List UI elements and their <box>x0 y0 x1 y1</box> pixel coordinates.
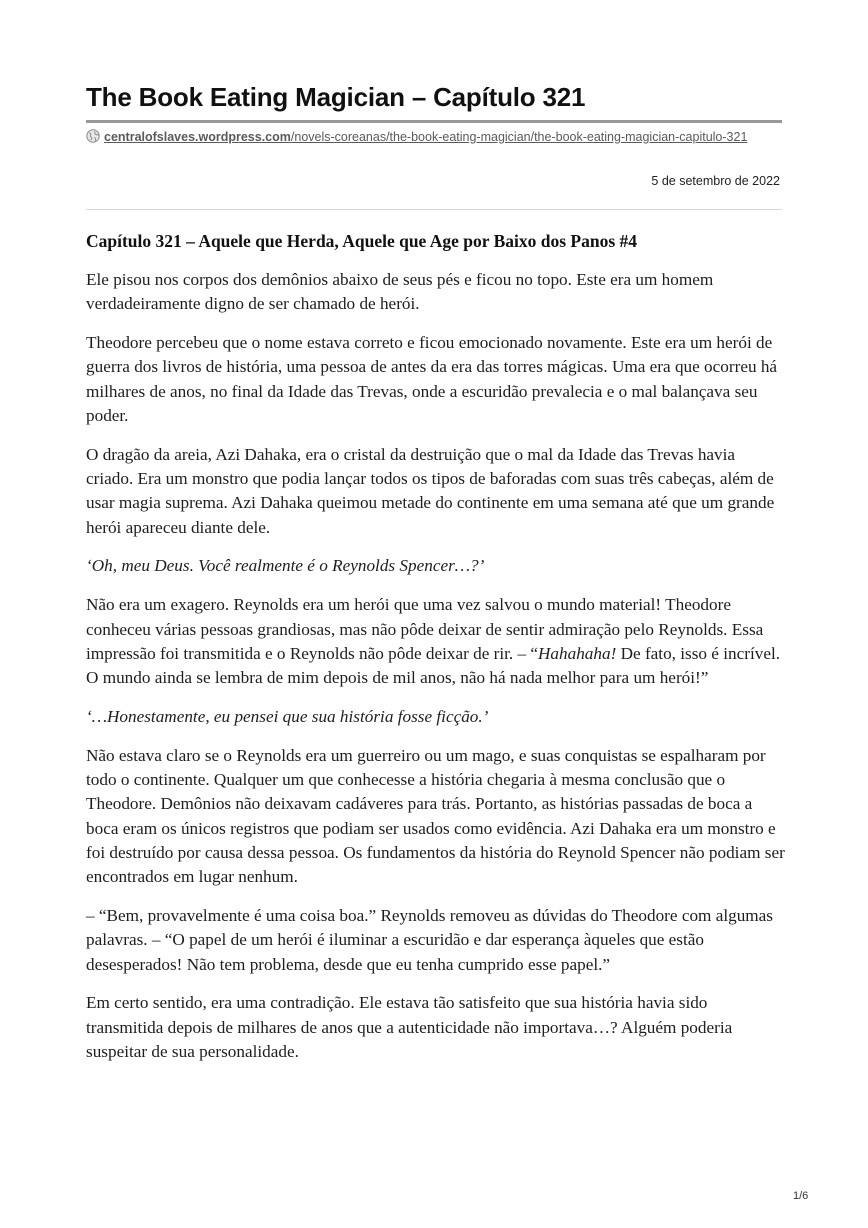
paragraph: Ele pisou nos corpos dos demônios abaixo de seus pés e ficou no topo. Este era um homem verdadeiramente digno de ser chamado de herói. <box>86 270 714 314</box>
italic-thought: ‘…Honestamente, eu pensei que sua história fosse ficção.’ <box>86 706 489 726</box>
paragraph: Não estava claro se o Reynolds era um guerreiro ou um mago, e suas conquistas se espalharam por todo o continente. Qualquer um que conhecesse a história chegaria à mesma conclusão que o Theodore. Demônios não deixavam cadáveres para trás. Portanto, as histórias passadas de boca a boca eram os únicos registros que podiam ser usados como evidência. Azi Dahaka era um monstro e foi destruído por causa dessa pessoa. Os fundamentos da história do Reynold Spencer não podiam ser encontrados em lugar nenhum. <box>86 745 785 887</box>
publish-date: 5 de setembro de 2022 <box>651 174 780 188</box>
italic-thought: ‘Oh, meu Deus. Você realmente é o Reynolds Spencer…?’ <box>86 556 485 576</box>
globe-icon <box>86 129 100 143</box>
source-url-line <box>86 129 776 146</box>
paragraph: Theodore percebeu que o nome estava correto e ficou emocionado novamente. Este era um herói de guerra dos livros de história, uma pessoa de antes da era das torres mágicas. Uma era que ocorreu há milhares de anos, no final da Idade das Trevas, onde a escuridão prevalecia e o mal balançava seu poder. <box>86 333 778 425</box>
url-host: centralofslaves.wordpress.com <box>104 130 291 144</box>
paragraph-text: De fato, isso é incrível. O mundo ainda se lembra de mim depois de mil anos, não há nada melhor para um herói!” <box>86 643 781 688</box>
italic-laugh: Hahahaha! <box>538 643 617 663</box>
article-body <box>86 228 786 1079</box>
chapter-heading: Capítulo 321 – Aquele que Herda, Aquele que Age por Baixo dos Panos #4 <box>86 231 638 251</box>
source-url-link[interactable] <box>104 130 747 144</box>
paragraph: – “Bem, provavelmente é uma coisa boa.” Reynolds removeu as dúvidas do Theodore com algumas palavras. – “O papel de um herói é iluminar a escuridão e dar esperança àqueles que estão desesperados! Não tem problema, desde que eu tenha cumprido esse papel.” <box>86 906 773 974</box>
paragraph <box>86 593 786 690</box>
paragraph: Em certo sentido, era uma contradição. Ele estava tão satisfeito que sua história havia sido transmitida depois de milhares de anos que a autenticidade não importava…? Alguém poderia suspeitar de sua personalidade. <box>86 993 733 1062</box>
header-divider <box>86 209 782 210</box>
page-number: 1/6 <box>793 1190 809 1202</box>
title-divider <box>86 120 782 123</box>
paragraph-text: Não era um exagero. Reynolds era um herói que uma vez salvou o mundo material! Theodore conheceu várias pessoas grandiosas, mas não pôde deixar de sentir admiração pelo Reynolds. Essa impressão foi transmitida e o Reynolds não pôde deixar de rir. – “ <box>86 595 764 663</box>
paragraph: O dragão da areia, Azi Dahaka, era o cristal da destruição que o mal da Idade das Trevas havia criado. Era um monstro que podia lançar todos os tipos de baforadas com suas três cabeças, além de usar magia suprema. Azi Dahaka queimou metade do continente em uma semana até que um grande herói apareceu diante dele. <box>86 444 775 537</box>
page-title: The Book Eating Magician – Capítulo 321 <box>86 82 586 112</box>
url-path: /novels-coreanas/the-book-eating-magician/the-book-eating-magician-capitulo-321 <box>290 130 748 144</box>
